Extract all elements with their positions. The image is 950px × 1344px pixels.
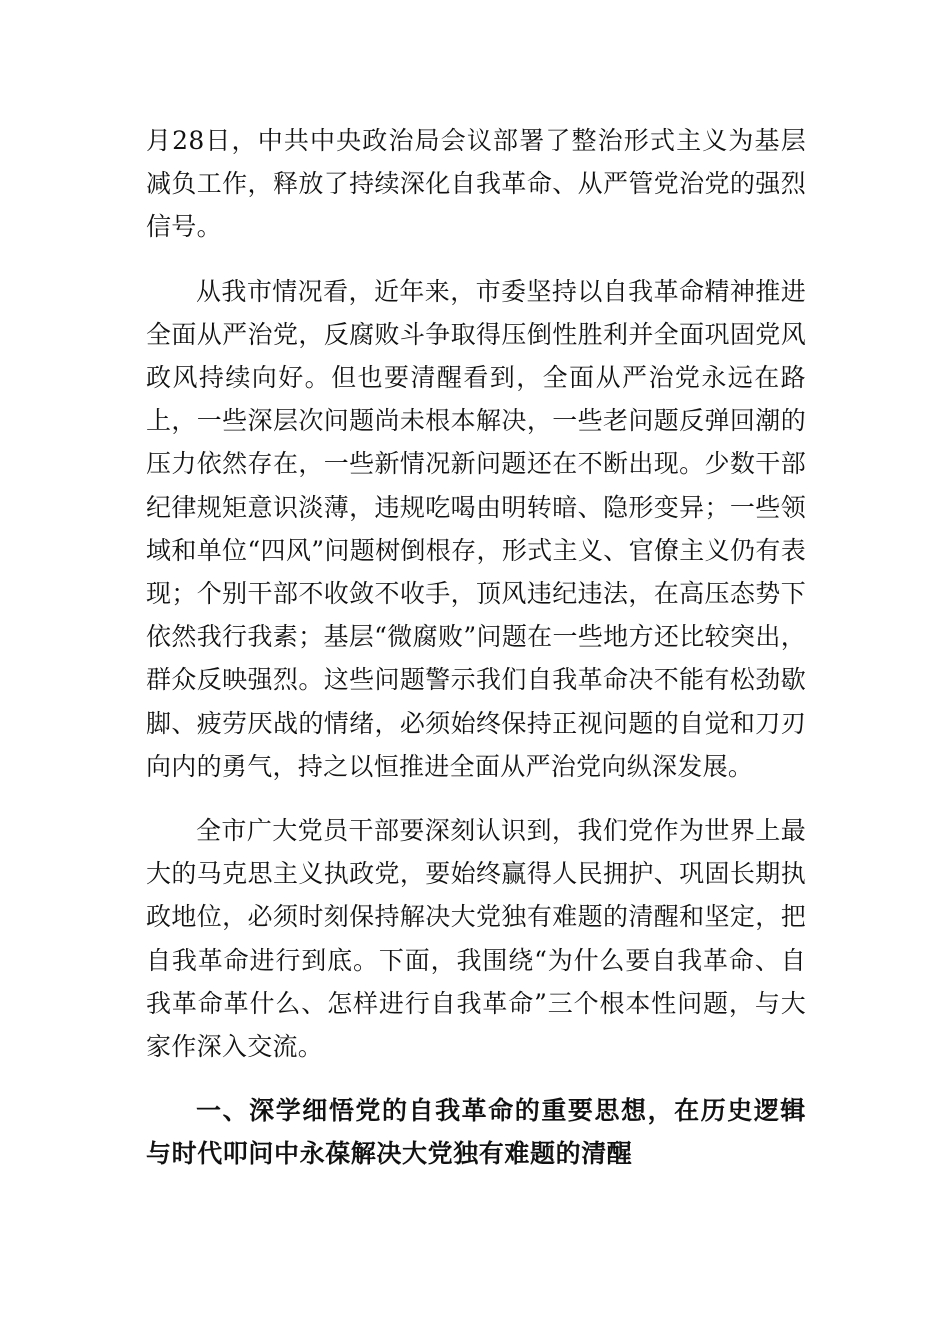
paragraph-continuation: 月28日，中共中央政治局会议部署了整治形式主义为基层减负工作，释放了持续深化自我革命、从严管党治党的强烈信号。 xyxy=(146,126,806,242)
paragraph-situation: 从我市情况看，近年来，市委坚持以自我革命精神推进全面从严治党，反腐败斗争取得压倒性胜利并全面巩固党风政风持续向好。但也要清醒看到，全面从严治党永远在路上，一些深层次问题尚未根本解决，一些老问题反弹回潮的压力依然存在，一些新情况新问题还在不断出现。少数干部纪律规矩意识淡薄，违规吃喝由明转暗、隐形变异；一些领域和单位“四风”问题树倒根存，形式主义、官僚主义仍有表现；个别干部不收敛不收手，顶风违纪违法，在高压态势下依然我行我素；基层“微腐败”问题在一些地方还比较突出，群众反映强烈。这些问题警示我们自我革命决不能有松劲歇脚、疲劳厌战的情绪，必须始终保持正视问题的自觉和刀刃向内的勇气，持之以恒推进全面从严治党向纵深发展。 xyxy=(146,276,806,781)
paragraph-awareness: 全市广大党员干部要深刻认识到，我们党作为世界上最大的马克思主义执政党，要始终赢得人民拥护、巩固长期执政地位，必须时刻保持解决大党独有难题的清醒和坚定，把自我革命进行到底。下面，我围绕“为什么要自我革命、自我革命革什么、怎样进行自我革命”三个根本性问题，与大家作深入交流。 xyxy=(146,816,806,1062)
document-body xyxy=(146,119,806,1197)
section-heading-1: 一、深学细悟党的自我革命的重要思想，在历史逻辑与时代叩问中永葆解决大党独有难题的清醒 xyxy=(146,1096,806,1169)
